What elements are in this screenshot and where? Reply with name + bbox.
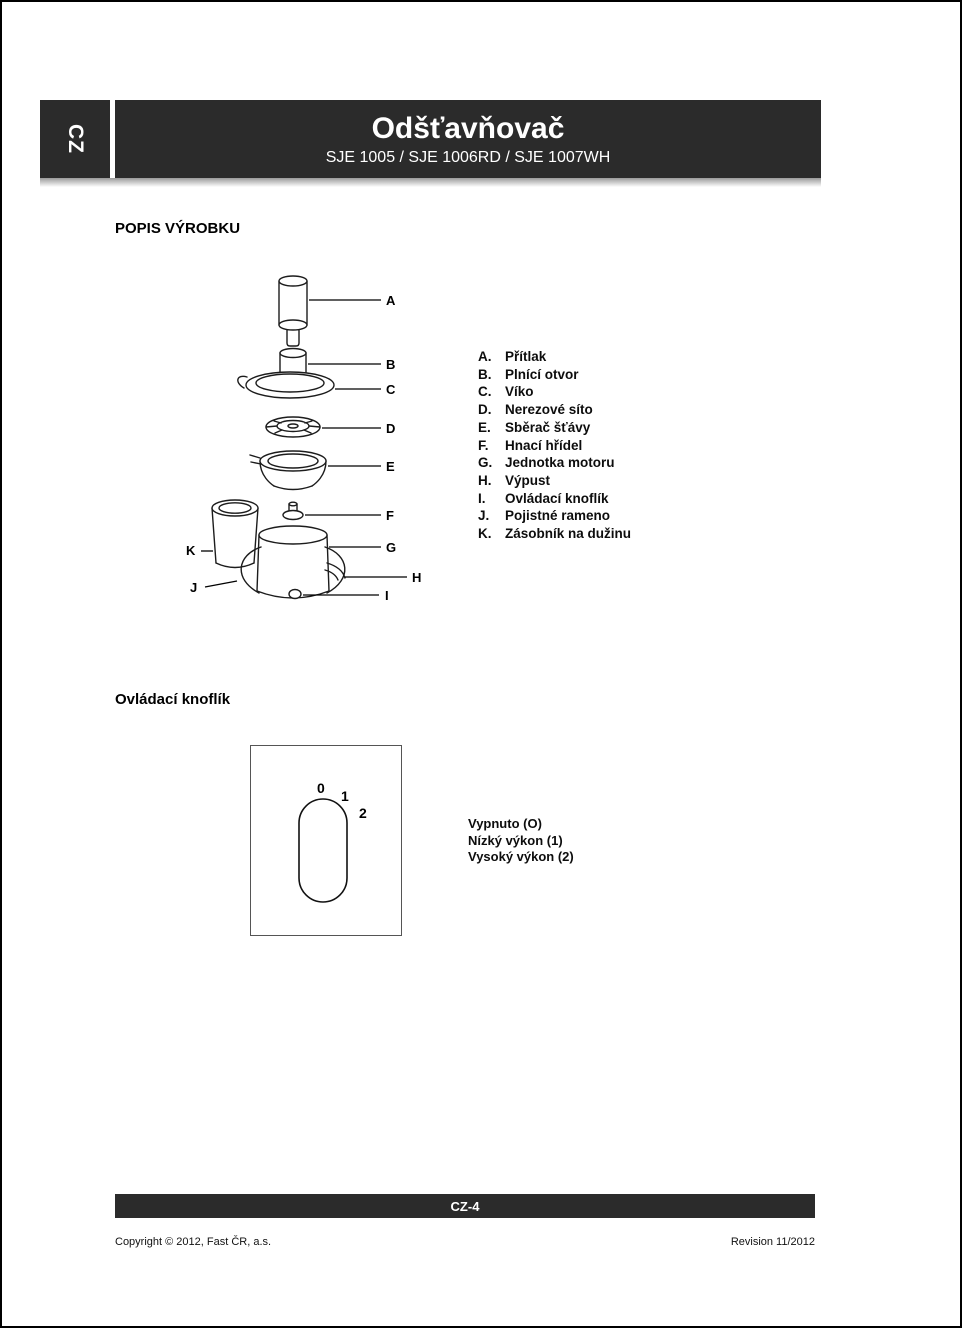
header-bar (115, 100, 821, 178)
part-row-a (478, 348, 631, 366)
part-row-c (478, 383, 631, 401)
diagram-label-f: F (386, 508, 394, 523)
part-key: A. (478, 349, 492, 364)
part-label: Hnací hřídel (505, 437, 583, 453)
knob-line-off: Vypnuto (O) (468, 816, 542, 831)
pulp-container-shape (212, 500, 258, 568)
diagram-label-c: C (386, 382, 396, 397)
knob-position-2: 2 (359, 805, 367, 821)
exploded-diagram (175, 265, 445, 640)
juice-collector-shape (250, 451, 326, 490)
part-key: C. (478, 384, 492, 400)
motor-unit-shape (257, 526, 329, 598)
part-row-g (478, 454, 631, 472)
diagram-label-b: B (386, 357, 396, 372)
part-row-j (478, 507, 631, 525)
footer-page-label: CZ-4 (450, 1198, 480, 1214)
part-key: F. (478, 437, 489, 453)
model-numbers: SJE 1005 / SJE 1006RD / SJE 1007WH (325, 148, 611, 166)
leader-lines (201, 300, 407, 595)
part-row-e (478, 419, 631, 437)
part-label: Sběrač šťávy (505, 419, 591, 435)
knob-descriptions (468, 816, 574, 866)
copyright-text: Copyright © 2012, Fast ČR, a.s. (115, 1236, 272, 1248)
diagram-label-a: A (386, 293, 396, 308)
part-key: G. (478, 455, 493, 471)
part-key: B. (478, 366, 492, 382)
diagram-label-i: I (385, 588, 389, 603)
knob-diagram (251, 746, 401, 935)
drive-shaft-shape (283, 502, 303, 519)
knob-position-1: 1 (341, 788, 349, 804)
diagram-label-h: H (412, 570, 422, 585)
part-label: Víko (505, 384, 534, 400)
diagram-label-g: G (386, 540, 397, 555)
language-tab (40, 100, 110, 178)
part-key: D. (478, 402, 492, 418)
diagram-label-k: K (186, 543, 196, 558)
part-label: Ovládací knoflík (505, 490, 609, 506)
lid-and-feed-tube-shape (238, 349, 334, 399)
product-title: Odšťavňovač (371, 111, 565, 145)
part-label: Výpust (505, 472, 551, 488)
diagram-label-d: D (386, 421, 396, 436)
header-shadow (40, 178, 821, 187)
knob-shape (299, 799, 347, 902)
knob-diagram-box (250, 745, 402, 936)
control-knob-shape (289, 590, 301, 599)
part-label: Zásobník na dužinu (505, 526, 632, 542)
part-key: E. (478, 419, 491, 435)
footer-page-bar (115, 1194, 815, 1218)
part-label: Jednotka motoru (505, 455, 615, 471)
part-row-b (478, 366, 631, 384)
sieve-shape (266, 417, 320, 437)
parts-legend (478, 348, 631, 543)
part-label: Pojistné rameno (505, 508, 611, 524)
part-row-d (478, 401, 631, 419)
pusher-shape (279, 276, 307, 346)
copyright-row (115, 1236, 815, 1248)
part-key: K. (478, 526, 492, 542)
part-key: I. (478, 490, 486, 506)
section-title-product-description: POPIS VÝROBKU (115, 220, 241, 237)
part-row-h (478, 472, 631, 490)
part-key: J. (478, 508, 490, 524)
revision-text: Revision 11/2012 (730, 1236, 815, 1248)
part-row-f (478, 437, 631, 455)
part-key: H. (478, 472, 492, 488)
part-label: Nerezové síto (505, 402, 593, 418)
part-row-i (478, 490, 631, 508)
knob-position-0: 0 (317, 780, 325, 796)
knob-line-low: Nízký výkon (1) (468, 832, 563, 848)
part-row-k (478, 525, 631, 543)
part-label: Přítlak (505, 349, 547, 364)
section-title-control-knob: Ovládací knoflík (115, 691, 231, 708)
diagram-label-j: J (190, 580, 198, 595)
knob-line-high: Vysoký výkon (2) (468, 849, 574, 864)
diagram-label-e: E (386, 459, 395, 474)
language-code: CZ (64, 124, 87, 154)
part-label: Plnící otvor (505, 366, 579, 382)
